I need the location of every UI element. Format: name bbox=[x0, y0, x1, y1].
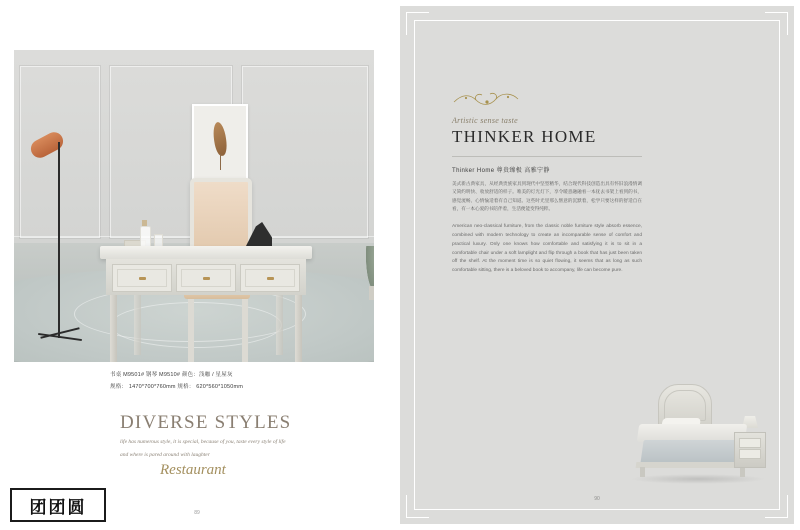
desk-drawer bbox=[112, 264, 172, 292]
bed-frame bbox=[636, 462, 749, 468]
desk-drawer bbox=[240, 264, 300, 292]
desk-leg bbox=[295, 295, 302, 362]
floor-lamp-pole bbox=[58, 142, 60, 338]
styles-title: DIVERSE STYLES bbox=[120, 412, 292, 433]
floral-ornament-icon bbox=[452, 90, 522, 108]
section-eyebrow: Artistic sense taste bbox=[452, 116, 518, 125]
styles-subtitle: life has numerous style, it is special, because of you, taste every style of life bbox=[120, 439, 286, 445]
divider bbox=[452, 156, 642, 157]
desk-leg bbox=[276, 295, 283, 355]
page-number-left: 89 bbox=[194, 510, 200, 516]
right-page-canvas bbox=[400, 6, 794, 524]
desk-body bbox=[106, 259, 306, 295]
corner-ornament bbox=[765, 12, 788, 35]
bed-skirt bbox=[640, 440, 747, 464]
brand-logo-text: 团团圆 bbox=[29, 497, 87, 517]
nightstand-drawer bbox=[739, 449, 761, 459]
right-page bbox=[394, 0, 800, 530]
desk-drawer bbox=[176, 264, 236, 292]
chair-leg bbox=[242, 299, 248, 362]
product-caption-line-1: 书桌 M9501# 钢琴 M9510# 颜色：浅咖 / 星屋灰 bbox=[110, 372, 233, 378]
desk-room-photo bbox=[14, 50, 374, 362]
desk-top bbox=[100, 246, 312, 259]
wall-panel bbox=[242, 66, 368, 238]
body-text-english: American neo-classical furniture, from the classic noble furniture style absorb essence, combined with modern technology to create an incomparable sense of comfort and practical luxury. Only one knows how comfortable and satisfying it is to sit in a comfortable chair under a soft lamplight and flip through a book that has just been taken off the shelf. At the moment time is so quiet flowing, it seems that as long as such comfortable sitting, there is a beloved book to accompany, life can become pure. bbox=[452, 223, 642, 274]
product-caption-line-2: 规格： 1470*700*760mm 规格： 620*560*1050mm bbox=[110, 384, 244, 390]
corner-ornament bbox=[406, 12, 429, 35]
diverse-styles-block bbox=[120, 412, 380, 479]
artwork-stem bbox=[220, 154, 221, 170]
artwork-leaf bbox=[212, 121, 229, 156]
lead-text: Thinker Home 尊贵臻极 高雅宁静 bbox=[452, 168, 550, 174]
chair-leg bbox=[188, 299, 194, 362]
brand-logo bbox=[10, 488, 106, 522]
left-page bbox=[0, 0, 394, 530]
desk-leg bbox=[134, 295, 141, 355]
bed-product-photo bbox=[622, 378, 772, 490]
bed-leg bbox=[740, 467, 745, 477]
drawer-knob bbox=[203, 277, 210, 280]
page-number-right: 90 bbox=[594, 496, 600, 502]
drawer-knob bbox=[267, 277, 274, 280]
bed-shadow bbox=[630, 474, 766, 484]
bed-leg bbox=[640, 467, 645, 477]
section-headline: THINKER HOME bbox=[452, 127, 597, 146]
styles-script-word: Restaurant bbox=[160, 461, 226, 478]
styles-subtitle-2: and where is pared around with laughter bbox=[120, 451, 210, 458]
nightstand-drawer bbox=[739, 438, 761, 448]
headboard-moulding bbox=[664, 390, 706, 421]
desk-leg bbox=[110, 295, 117, 362]
framed-artwork bbox=[192, 104, 248, 180]
drawer-knob bbox=[139, 277, 146, 280]
plant-pot bbox=[369, 286, 374, 300]
chair-backrest bbox=[190, 178, 252, 252]
nightstand bbox=[734, 432, 766, 468]
right-text-column bbox=[452, 116, 642, 276]
body-text-chinese: 美式新古典家具，从经典贵族家具到现代中坚型精华，结合现代科技创造出具有怀旧浪漫情调又简约明快、收放舒适的样子。唯美的灯光灯下，享令暖意融融看一本抚去书架上看到的书，感觉流畅、心情愉适着有自己知道。这些时光里那么惬意的沉默着，松学只要这样的舒适自在看，有一本心爱的书陪伴着，生活便能变得纯粹。 bbox=[452, 181, 642, 212]
